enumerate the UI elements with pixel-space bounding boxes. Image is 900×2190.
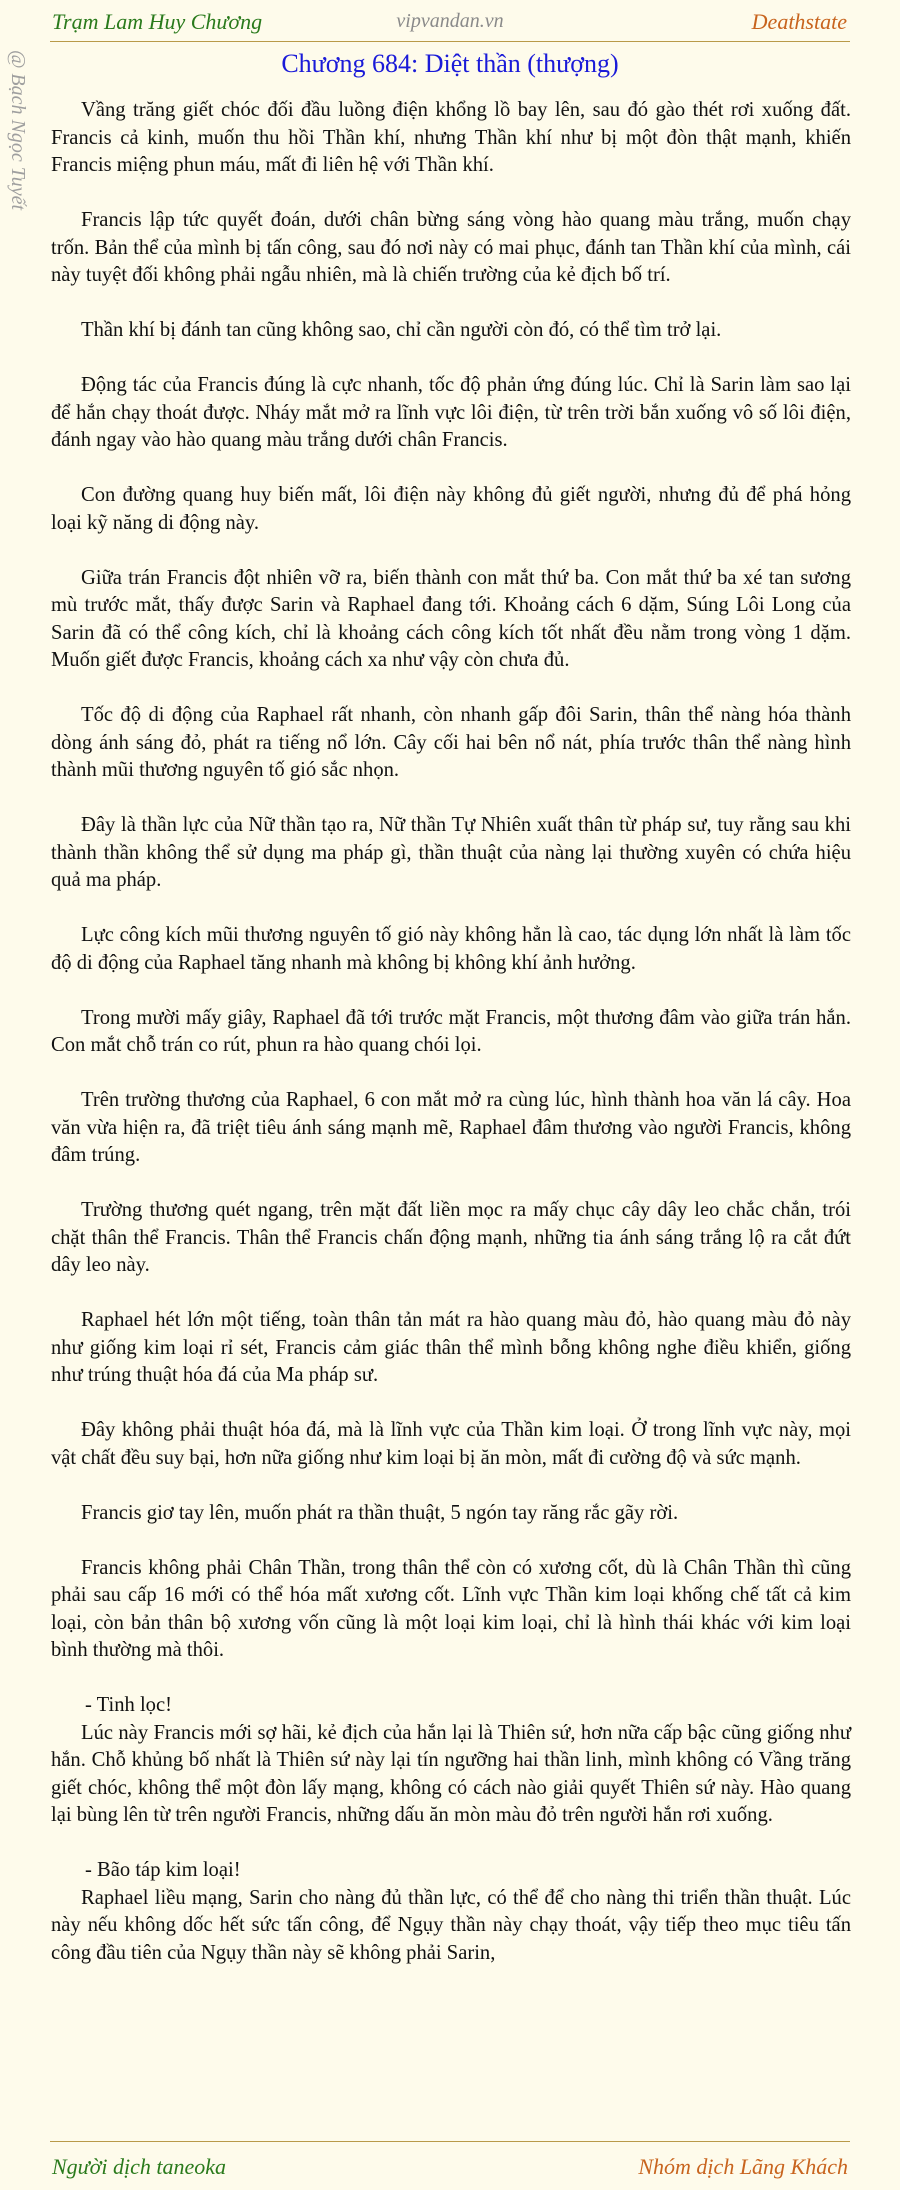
- header-author: Deathstate: [751, 9, 847, 34]
- paragraph: Trên trường thương của Raphael, 6 con mắt mở ra cùng lúc, hình thành hoa văn lá cây. Hoa văn vừa hiện ra, đã triệt tiêu ánh sáng mạnh mẽ, Raphael đâm thương vào người Francis, không đâm trúng.: [51, 1089, 851, 1166]
- paragraph: Trong mười mấy giây, Raphael đã tới trước mặt Francis, một thương đâm vào giữa trán hắn. Con mắt chỗ trán co rút, phun ra hào quang chói lọi.: [51, 1006, 851, 1056]
- paragraph: Lực công kích mũi thương nguyên tố gió này không hẳn là cao, tác dụng lớn nhất là làm tốc độ di động của Raphael tăng nhanh mà không bị không khí ảnh hưởng.: [51, 924, 851, 974]
- paragraph: Lúc này Francis mới sợ hãi, kẻ địch của hắn lại là Thiên sứ, hơn nữa cấp bậc cũng giống như hắn. Chỗ khủng bố nhất là Thiên sứ này lại tín ngưỡng hai thần linh, mình không có Vầng trăng giết chóc, không thể một đòn lấy mạng, không có cách nào giải quyết Thiên sứ này. Hào quang lại bùng lên từ trên người Francis, những dấu ăn mòn màu đỏ trên người hắn rơi xuống.: [51, 1721, 851, 1826]
- paragraph: Trường thương quét ngang, trên mặt đất liền mọc ra mấy chục cây dây leo chắc chắn, trói chặt thân thể Francis. Thân thể Francis chấn động mạnh, những tia ánh sáng trắng lộ ra cắt đứt dây leo này.: [51, 1199, 851, 1276]
- paragraph: Con đường quang huy biến mất, lôi điện này không đủ giết người, nhưng đủ để phá hỏng loại kỹ năng di động này.: [51, 484, 851, 534]
- footer-group: Nhóm dịch Lãng Khách: [638, 2154, 848, 2179]
- paragraph: Đây không phải thuật hóa đá, mà là lĩnh vực của Thần kim loại. Ở trong lĩnh vực này, mọi vật chất đều suy bại, hơn nữa giống như kim loại bị ăn mòn, mất đi cường độ và sức mạnh.: [51, 1419, 851, 1469]
- paragraph: Francis lập tức quyết đoán, dưới chân bừng sáng vòng hào quang màu trắng, muốn chạy trốn. Bản thể của mình bị tấn công, sau đó nơi này có mai phục, đánh tan Thần khí của mình, cái này tuyệt đối không phải ngẫu nhiên, mà là chiến trường của kẻ địch bố trí.: [51, 209, 851, 286]
- footer-translator: Người dịch taneoka: [52, 2154, 227, 2179]
- paragraph: Vầng trăng giết chóc đối đầu luồng điện khổng lồ bay lên, sau đó gào thét rơi xuống đất. Francis cả kinh, muốn thu hồi Thần khí, nhưng Thần khí như bị một đòn thật mạnh, khiến Francis miệng phun máu, mất đi liên hệ với Thần khí.: [51, 99, 851, 176]
- footer-divider: [50, 2141, 850, 2142]
- paragraph: Francis không phải Chân Thần, trong thân thể còn có xương cốt, dù là Chân Thần thì cũng phải sau cấp 16 mới có thể hóa mất xương cốt. Lĩnh vực Thần kim loại khống chế tất cả kim loại, còn bản thân bộ xương vốn cũng là một loại kim loại, chỉ là hình thái khác với kim loại bình thường mà thôi.: [51, 1556, 851, 1661]
- paragraph: Động tác của Francis đúng là cực nhanh, tốc độ phản ứng đúng lúc. Chỉ là Sarin làm sao lại để hắn chạy thoát được. Nháy mắt mở ra lĩnh vực lôi điện, từ trên trời bắn xuống vô số lôi điện, đánh ngay vào hào quang màu trắng dưới chân Francis.: [51, 374, 851, 451]
- side-credit-text: @ Bạch Ngọc Tuyết: [7, 50, 29, 211]
- dialog-line: - Bão táp kim loại!: [85, 1859, 241, 1881]
- paragraph: Raphael hét lớn một tiếng, toàn thân tản mát ra hào quang màu đỏ, hào quang màu đỏ này như giống kim loại rỉ sét, Francis cảm giác thân thể mình bỗng không nghe điều khiển, giống như trúng thuật hóa đá của Ma pháp sư.: [51, 1309, 851, 1386]
- paragraph: Raphael liều mạng, Sarin cho nàng đủ thần lực, có thể để cho nàng thi triển thần thuật. Lúc này nếu không dốc hết sức tấn công, để Ngụy thần này chạy thoát, vậy tiếp theo mục tiêu tấn công đầu tiên của Ngụy thần này sẽ không phải Sarin,: [51, 1886, 851, 1964]
- header-divider: [50, 41, 850, 42]
- header-site-name: Trạm Lam Huy Chương: [52, 9, 263, 34]
- paragraph: Francis giơ tay lên, muốn phát ra thần thuật, 5 ngón tay răng rắc gãy rời.: [81, 1501, 679, 1524]
- paragraph: Tốc độ di động của Raphael rất nhanh, còn nhanh gấp đôi Sarin, thân thể nàng hóa thành dòng ánh sáng đỏ, phát ra tiếng nổ lớn. Cây cối hai bên nổ nát, phía trước thân thể nàng hình thành mũi thương nguyên tố gió sắc nhọn.: [51, 704, 851, 781]
- dialog-line: - Tinh lọc!: [85, 1694, 172, 1716]
- chapter-body: [51, 97, 851, 1967]
- paragraph: Thần khí bị đánh tan cũng không sao, chỉ cần người còn đó, có thể tìm trở lại.: [81, 319, 722, 341]
- side-credit: [6, 50, 36, 280]
- paragraph: Đây là thần lực của Nữ thần tạo ra, Nữ thần Tự Nhiên xuất thân từ pháp sư, tuy rằng sau khi thành thần không thể sử dụng ma pháp gì, thần thuật của nàng lại thường xuyên có chứa hiệu quả ma pháp.: [51, 814, 851, 891]
- paragraph: Giữa trán Francis đột nhiên vỡ ra, biến thành con mắt thứ ba. Con mắt thứ ba xé tan sương mù trước mắt, thấy được Sarin và Raphael đang tới. Khoảng cách 6 dặm, Súng Lôi Long của Sarin đã có thể công kích, chỉ là khoảng cách công kích tốt nhất đều nằm trong vòng 1 dặm. Muốn giết được Francis, khoảng cách xa như vậy còn chưa đủ.: [51, 566, 851, 671]
- chapter-title: Chương 684: Diệt thần (thượng): [281, 49, 619, 78]
- header-website: vipvandan.vn: [396, 10, 504, 32]
